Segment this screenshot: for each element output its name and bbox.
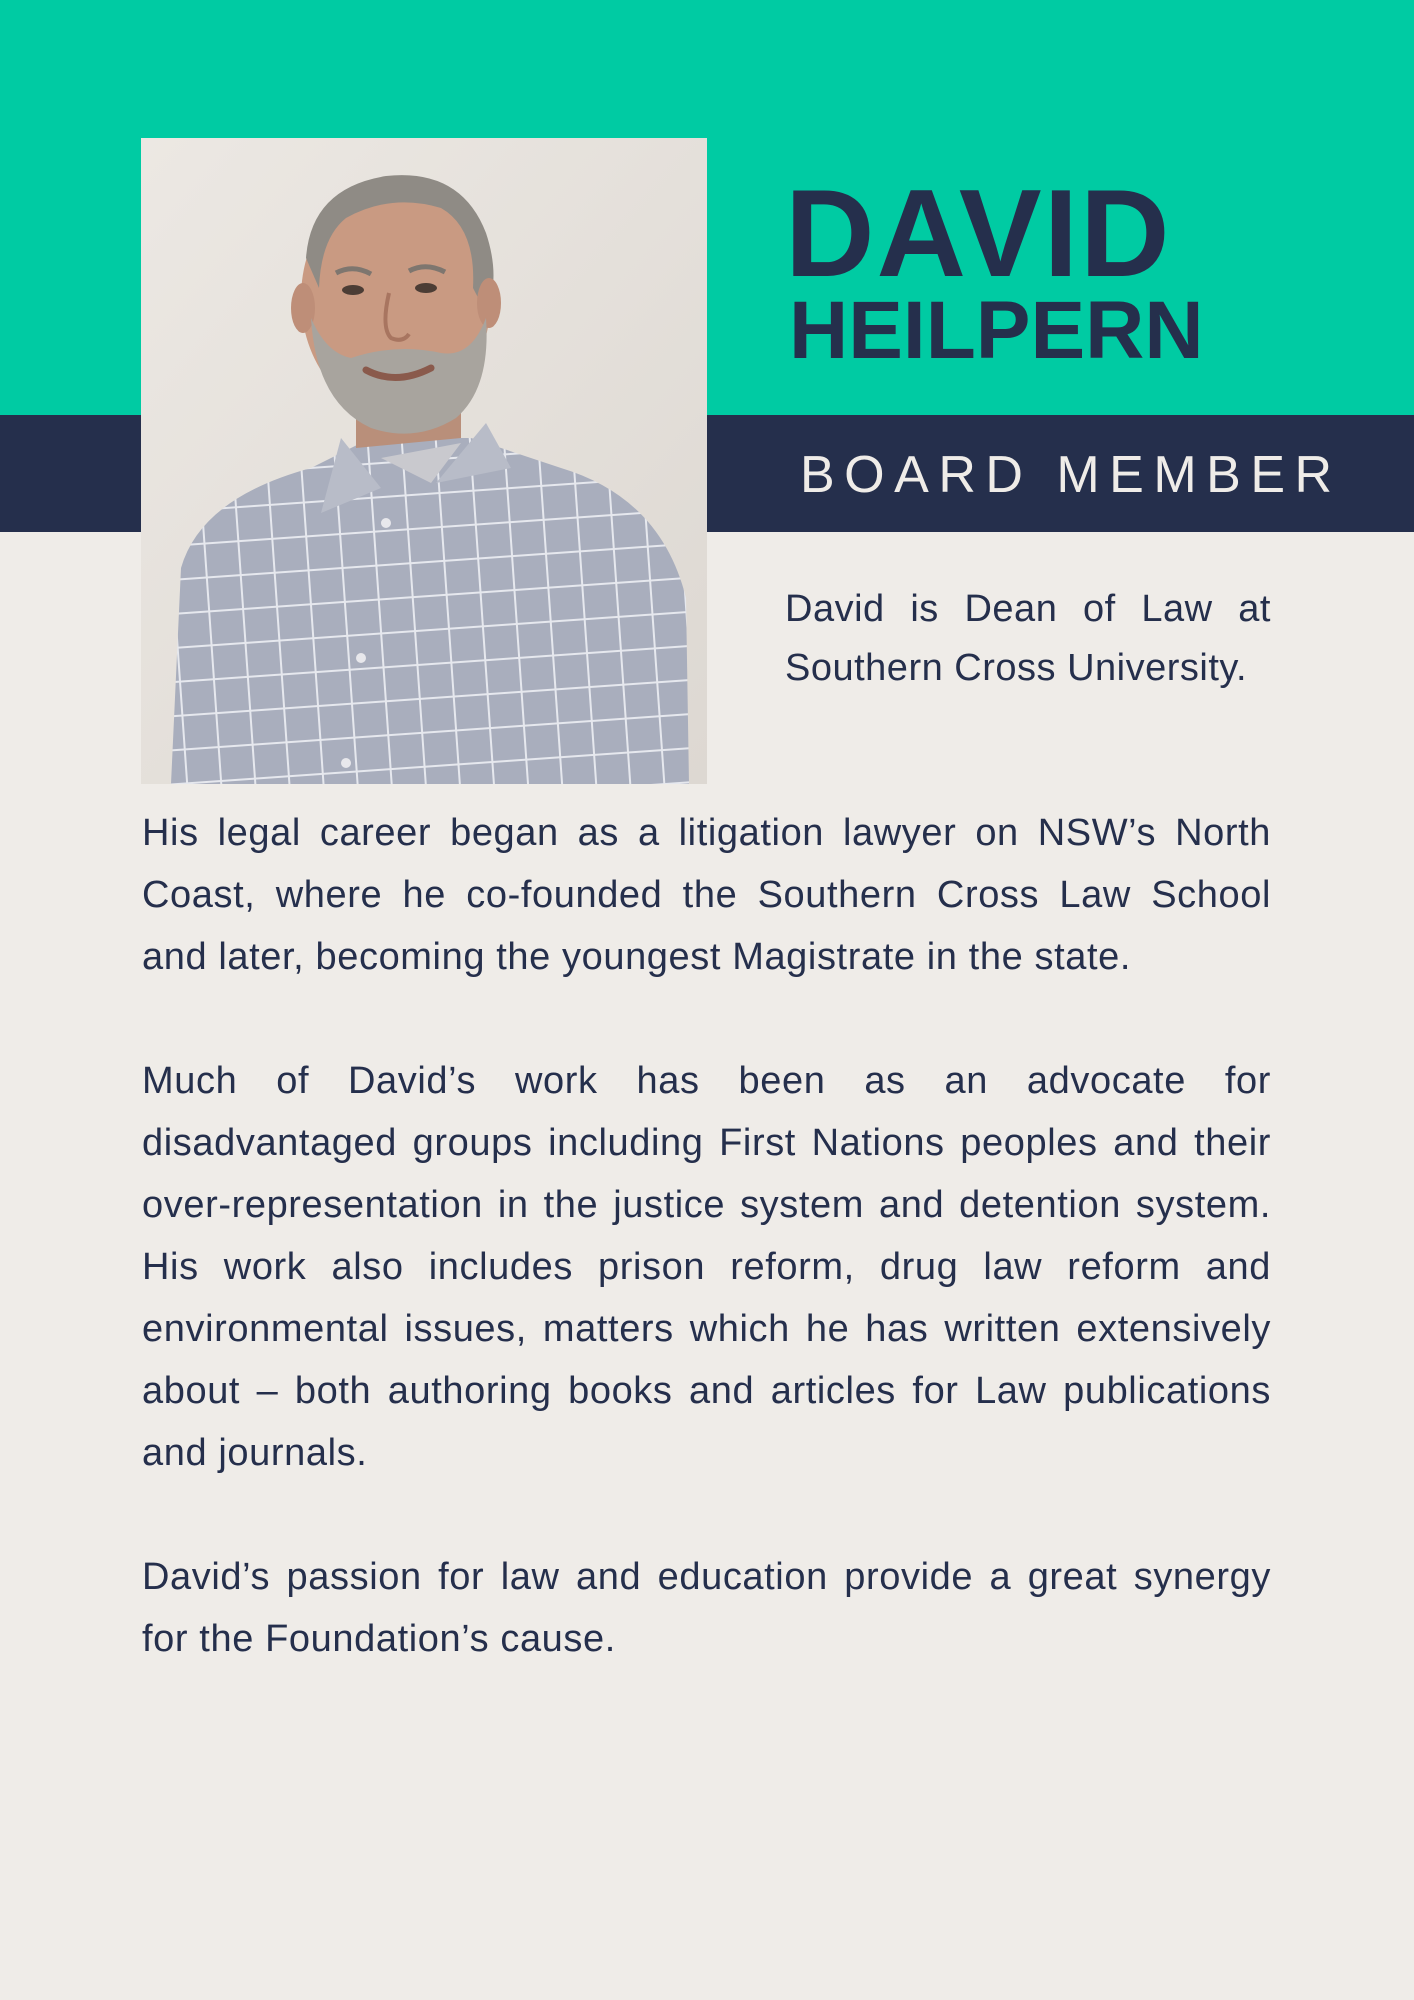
portrait-photo [141,138,707,784]
bio-paragraph-passion: David’s passion for law and education provide a great synergy for the Foundation’s cause. [142,1556,1271,1660]
intro-text: David is Dean of Law at Southern Cross University. [785,588,1271,689]
last-name-heading: HEILPERN [789,285,1204,376]
person-portrait-icon [141,138,707,784]
bio-body [142,802,1271,1732]
bio-paragraph-advocacy: Much of David’s work has been as an advocate for disadvantaged groups including First Nations peoples and their over-representation in the justice system and detention system. His work also includes prison reform, drug law reform and environmental issues, matters which he has written extensively about – both authoring books and articles for Law publications and journals. [142,1060,1271,1474]
bio-paragraph-career: His legal career began as a litigation lawyer on NSW’s North Coast, where he co-founded the Southern Cross Law School and later, becoming the youngest Magistrate in the state. [142,812,1271,978]
first-name-heading: DAVID [785,165,1172,303]
role-title: BOARD MEMBER [800,446,1342,504]
